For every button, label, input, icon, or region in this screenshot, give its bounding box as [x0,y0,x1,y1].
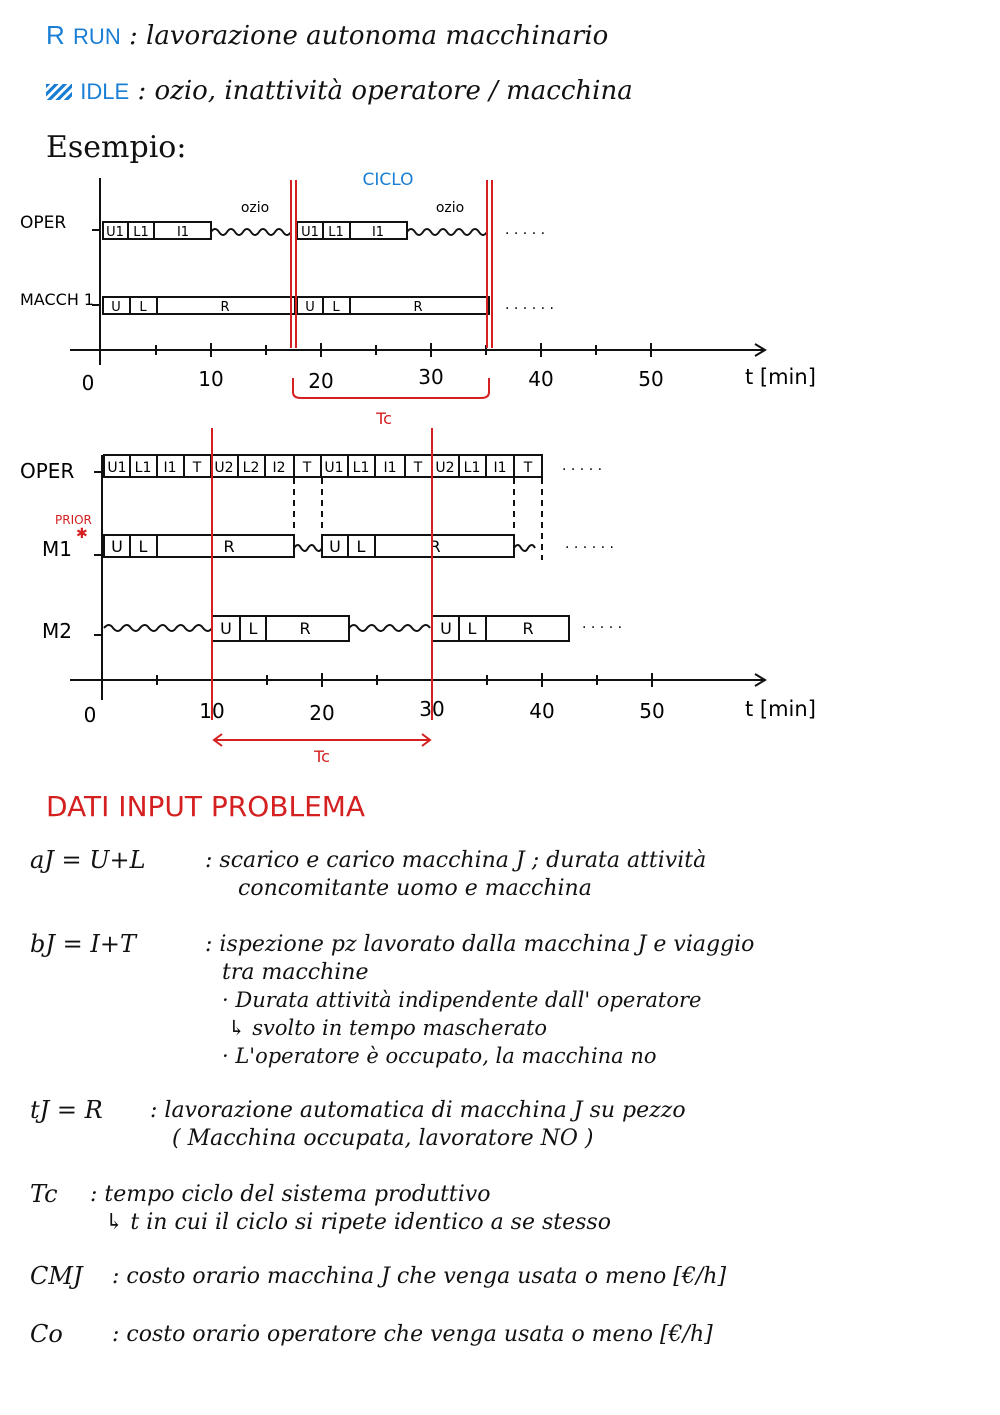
d2-m2-cell-l2: L [467,619,477,638]
legend-idle-row [46,76,633,106]
d1-ciclo-label: CICLO [362,170,414,190]
dati-title: DATI INPUT PROBLEMA [46,790,366,823]
item-bj-sub3: · L'operatore è occupato, la macchina no [222,1044,657,1068]
d2-m2-cell-r: R [299,619,311,638]
d2-row-m2: M2 [42,619,72,643]
idle-hatch-icon [46,84,72,100]
d2-m2-cell-u2: U [440,619,452,638]
d2-t-label: t [min] [745,697,816,721]
d1-oper-cell-2: I1 [176,225,190,240]
d2-m2-cell-l: L [248,619,258,638]
d2-oper-dots: . . . . . [562,458,603,474]
d2-tick-50: 50 [639,699,665,723]
item-co-text: : costo orario operatore che venga usata o meno [€/h] [112,1322,713,1347]
idle-label: IDLE [80,79,130,104]
item-aj-lhs: aJ = U+L [30,846,146,874]
d2-tick-10: 10 [199,699,225,723]
d2-oper-cell-3: T [192,460,202,476]
d2-oper-cell-4: U2 [214,460,234,476]
d2-m2-cell-r2: R [522,619,534,638]
d2-tick-40: 40 [529,699,555,723]
d2-m1-dots: . . . . . . [565,536,614,552]
d2-oper-cell-0: U1 [107,460,127,476]
d2-oper-cell-1: L1 [134,460,152,476]
item-cmj-lhs: CMJ [30,1262,83,1290]
item-tj-text2: ( Macchina occupata, lavoratore NO ) [172,1126,594,1151]
d2-m1-cell-u: U [111,537,123,556]
d1-tick-10: 10 [198,367,224,391]
d2-m1-cell-u2: U [329,537,341,556]
d2-oper-cell-13: L1 [463,460,481,476]
d2-prior-label: PRIOR [55,513,92,527]
d2-oper-cell-10: I1 [383,460,397,476]
d1-oper-cell-1: L1 [133,225,149,240]
d2-row-oper: OPER [20,459,75,483]
d1-tick-20: 20 [308,369,334,393]
d1-mach-cell-r2: R [413,300,423,315]
d2-m2-cell-u: U [220,619,232,638]
d2-oper-cell-8: U1 [324,460,344,476]
run-key: R [46,20,65,50]
item-bj-text2: tra macchine [222,960,369,985]
d1-oper-cell-2b: I1 [371,225,385,240]
item-aj-text2: concomitante uomo e macchina [238,876,592,901]
d1-mach-cell-l2: L [332,300,340,315]
d1-tick-40: 40 [528,367,554,391]
item-aj-text: : scarico e carico macchina J ; durata attività [205,848,707,873]
d1-mach-dots: . . . . . . [505,297,554,313]
d1-tick-50: 50 [638,367,664,391]
d2-oper-cell-12: U2 [435,460,455,476]
d1-tc-label: Tc [376,409,392,428]
run-description: : lavorazione autonoma macchinario [128,21,609,51]
d2-oper-cell-7: T [302,460,312,476]
d2-oper-cell-6: I2 [272,460,286,476]
d1-t-label: t [min] [745,365,816,389]
item-tj-lhs: tJ = R [30,1096,103,1124]
gantt-diagram-2 [0,420,1000,770]
example-title: Esempio: [46,130,187,165]
d2-tc-label: Tc [314,747,330,766]
d1-mach-cell-u: U [111,300,121,315]
d1-tick-30: 30 [418,365,444,389]
ozio-label-2: ozio [435,200,465,216]
d2-oper-cell-5: L2 [242,460,260,476]
d2-tick-0: 0 [83,703,97,727]
item-bj-sub2: ↳ svolto in tempo mascherato [228,1016,548,1040]
d2-m1-cell-r: R [223,537,235,556]
item-tc-text: : tempo ciclo del sistema produttivo [90,1182,491,1207]
d1-mach-cell-l: L [139,300,147,315]
item-bj-text: : ispezione pz lavorato dalla macchina J e viaggio [205,932,755,957]
d1-oper-cell-1b: L1 [328,225,344,240]
d2-oper-cell-15: T [523,460,533,476]
d1-oper-cell-0: U1 [106,225,124,240]
item-cmj-text: : costo orario macchina J che venga usata o meno [€/h] [112,1264,727,1289]
d2-oper-cell-11: T [413,460,423,476]
d2-oper-cell-2: I1 [163,460,177,476]
d2-prior-star-icon: ✱ [76,526,88,542]
item-tc-lhs: Tc [30,1180,58,1208]
item-tc-text2: ↳ t in cui il ciclo si ripete identico a se stesso [105,1210,611,1235]
idle-description: : ozio, inattività operatore / macchina [137,76,633,106]
d2-m1-cell-l2: L [356,537,366,556]
d1-tick-0: 0 [81,371,95,395]
item-tj-text: : lavorazione automatica di macchina J su pezzo [150,1098,686,1123]
d1-mach-cell-r: R [220,300,230,315]
d2-m1-cell-r2: R [429,537,441,556]
d1-mach-cell-u2: U [305,300,315,315]
d2-m1-cell-l: L [138,537,148,556]
d2-m2-dots: . . . . . [582,616,623,632]
d2-oper-cell-14: I1 [493,460,507,476]
d1-row-oper: OPER [20,213,67,233]
ozio-label-1: ozio [240,200,270,216]
gantt-diagram-1 [0,160,1000,440]
item-bj-sub1: · Durata attività indipendente dall' operatore [222,988,702,1012]
d2-tick-20: 20 [309,701,335,725]
d1-oper-dots: . . . . . [505,222,546,238]
d1-oper-cell-0b: U1 [301,225,319,240]
d2-oper-cell-9: L1 [352,460,370,476]
item-bj-lhs: bJ = I+T [30,930,136,958]
d2-tick-30: 30 [419,697,445,721]
legend-run-row [46,20,608,51]
run-label: RUN [73,24,121,49]
d1-row-macch: MACCH 1 [20,290,95,309]
item-co-lhs: Co [30,1320,63,1348]
d2-row-m1: M1 [42,537,72,561]
